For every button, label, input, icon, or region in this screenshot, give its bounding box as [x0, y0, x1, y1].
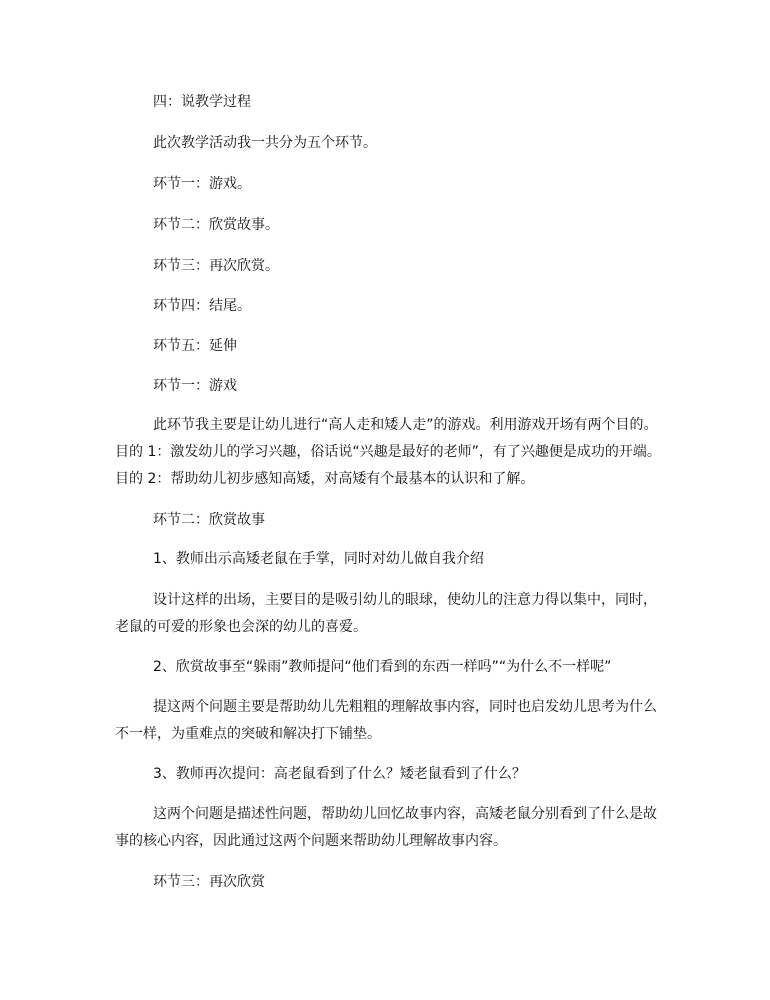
paragraph-line: 这两个问题是描述性问题，帮助幼儿回忆故事内容，高矮老鼠分别看到了什么是故: [153, 806, 657, 822]
subsection-heading: 环节一：游戏: [153, 378, 237, 394]
subsection-heading: 环节三：再次欣赏: [153, 874, 265, 890]
paragraph-line: 设计这样的出场，主要目的是吸引幼儿的眼球，使幼儿的注意力得以集中，同时，: [153, 592, 657, 608]
subsection-heading: 环节二：欣赏故事: [153, 512, 265, 528]
paragraph-line: 提这两个问题主要是帮助幼儿先粗粗的理解故事内容，同时也启发幼儿思考为什么: [153, 699, 657, 715]
list-item: 环节一：游戏。: [153, 176, 251, 192]
paragraph-line: 此环节我主要是让幼儿进行“高人走和矮人走”的游戏。利用游戏开场有两个目的。: [153, 417, 658, 433]
numbered-item: 1、教师出示高矮老鼠在手掌，同时对幼儿做自我介绍: [153, 551, 484, 567]
list-item: 环节三：再次欣赏。: [153, 258, 279, 274]
paragraph-line: 此次教学活动我一共分为五个环节。: [153, 135, 377, 151]
list-item: 环节二：欣赏故事。: [153, 217, 279, 233]
section-heading: 四：说教学过程: [153, 94, 251, 110]
paragraph-line: 目的 2：帮助幼儿初步感知高矮，对高矮有个最基本的认识和了解。: [115, 471, 535, 487]
paragraph-line: 不一样，为重难点的突破和解决打下铺垫。: [115, 726, 381, 742]
paragraph-line: 目的 1：激发幼儿的学习兴趣，俗话说“兴趣是最好的老师”，有了兴趣便是成功的开端。: [115, 444, 661, 460]
numbered-item: 2、欣赏故事至“躲雨”教师提问“他们看到的东西一样吗”“为什么不一样呢”: [153, 659, 612, 675]
list-item: 环节四：结尾。: [153, 298, 251, 314]
paragraph-line: 事的核心内容，因此通过这两个问题来帮助幼儿理解故事内容。: [115, 833, 507, 849]
paragraph-line: 老鼠的可爱的形象也会深的幼儿的喜爱。: [115, 619, 367, 635]
numbered-item: 3、教师再次提问：高老鼠看到了什么？矮老鼠看到了什么？: [153, 766, 526, 782]
list-item: 环节五：延伸: [153, 338, 237, 354]
